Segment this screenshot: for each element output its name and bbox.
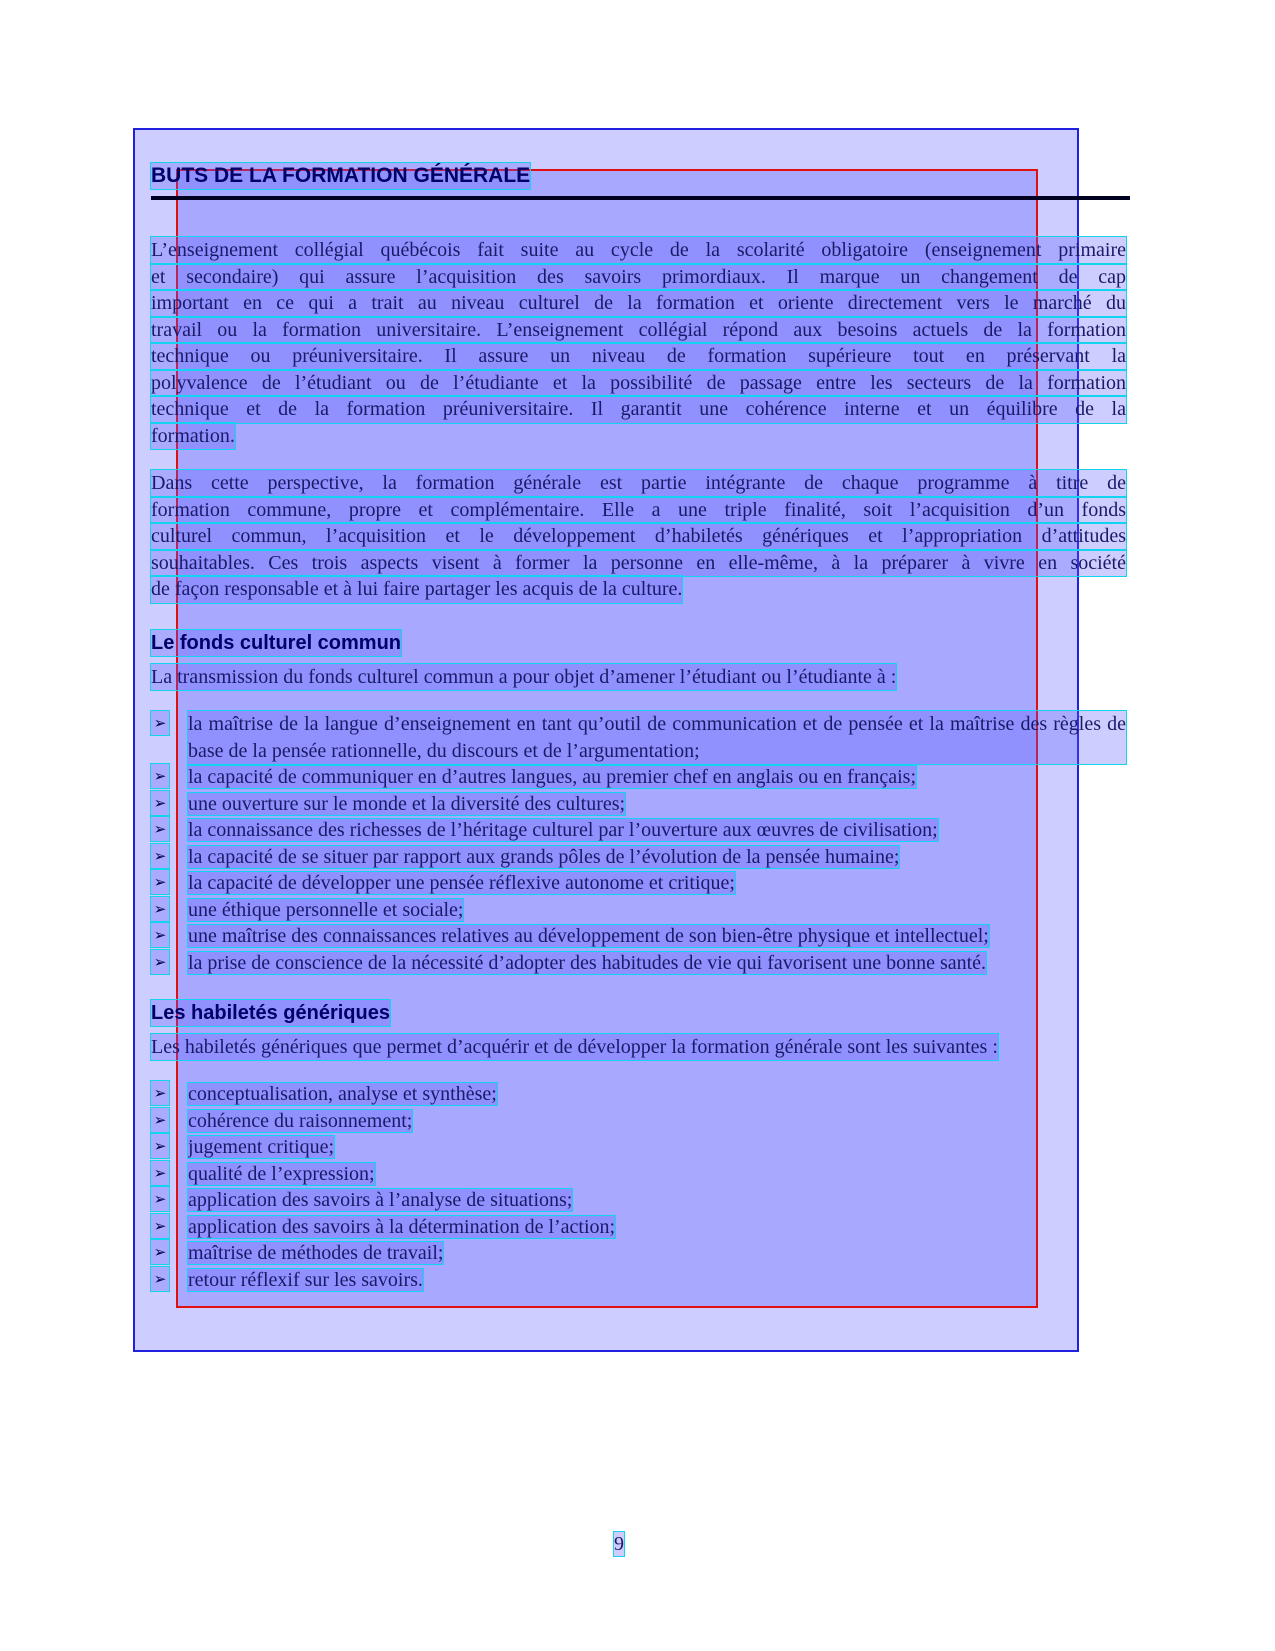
title-rule	[151, 196, 1130, 200]
paragraph-line: culturel commun, l’acquisition et le développement d’habiletés génériques et l’appropriation d’attitudes	[151, 523, 1126, 550]
list-item-text: retour réflexif sur les savoirs.	[188, 1268, 423, 1291]
arrowhead-bullet-icon: ➢	[151, 817, 169, 841]
list-item-text: qualité de l’expression;	[188, 1162, 375, 1185]
section-intro-habiletes: Les habiletés génériques que permet d’acquérir et de développer la formation générale sont les suivantes :	[151, 1036, 998, 1058]
list-item	[151, 1240, 1126, 1267]
arrowhead-bullet-icon: ➢	[151, 1081, 169, 1105]
paragraph-line: formation.	[151, 423, 235, 450]
arrowhead-bullet-icon: ➢	[151, 897, 169, 921]
page-number: 9	[614, 1533, 624, 1555]
paragraph-2	[151, 470, 1126, 603]
arrowhead-bullet-icon: ➢	[151, 1214, 169, 1238]
list-item-text: la capacité de se situer par rapport aux grands pôles de l’évolution de la pensée humaine;	[188, 845, 900, 868]
paragraph-line: souhaitables. Ces trois aspects visent à former la personne en elle-même, à la préparer à vivre en société	[151, 550, 1126, 577]
paragraph-1	[151, 237, 1126, 449]
page-title: BUTS DE LA FORMATION GÉNÉRALE	[151, 164, 531, 187]
section-heading-habiletes: Les habiletés génériques	[151, 1002, 390, 1024]
list-item	[151, 817, 1126, 844]
list-item-text: jugement critique;	[188, 1136, 335, 1158]
list-item-text: la maîtrise de la langue d’enseignement en tant qu’outil de communication et de pensée et la maîtrise des règles de base de la pensée rationnelle, du discours et de l’argumentation;	[188, 711, 1126, 764]
list-item	[151, 870, 1126, 897]
list-item	[151, 1134, 1126, 1161]
list-item-text: cohérence du raisonnement;	[188, 1109, 413, 1132]
list-item	[151, 1081, 1126, 1108]
arrowhead-bullet-icon: ➢	[151, 1187, 169, 1211]
list-item-text: la capacité de communiquer en d’autres langues, au premier chef en anglais ou en français;	[188, 766, 917, 788]
list-item-text: une maîtrise des connaissances relatives au développement de son bien-être physique et intellectuel;	[188, 925, 989, 947]
paragraph-line: de façon responsable et à lui faire partager les acquis de la culture.	[151, 576, 682, 603]
list-item-text: conceptualisation, analyse et synthèse;	[188, 1083, 497, 1105]
list-item-text: application des savoirs à l’analyse de situations;	[188, 1189, 573, 1211]
list-item	[151, 1161, 1126, 1188]
arrowhead-bullet-icon: ➢	[151, 1240, 169, 1264]
paragraph-line: polyvalence de l’étudiant ou de l’étudiante et la possibilité de passage entre les secteurs de la formation	[151, 370, 1126, 397]
list-item-text: une éthique personnelle et sociale;	[188, 898, 464, 921]
list-item-text: la prise de conscience de la nécessité d’adopter des habitudes de vie qui favorisent une bonne santé.	[188, 951, 987, 974]
list-item	[151, 844, 1126, 871]
paragraph-line: L’enseignement collégial québécois fait suite au cycle de la scolarité obligatoire (enseignement primaire	[151, 237, 1126, 264]
list-item	[151, 1267, 1126, 1294]
paragraph-line: technique et de la formation préuniversitaire. Il garantit une cohérence interne et un équilibre de la	[151, 396, 1126, 423]
paragraph-line: technique ou préuniversitaire. Il assure un niveau de formation supérieure tout en préservant la	[151, 343, 1126, 370]
arrowhead-bullet-icon: ➢	[151, 1267, 169, 1291]
section-heading-fonds-culturel: Le fonds culturel commun	[151, 632, 402, 654]
paragraph-line: Dans cette perspective, la formation générale est partie intégrante de chaque programme à titre de	[151, 470, 1126, 497]
arrowhead-bullet-icon: ➢	[151, 1161, 169, 1185]
list-item	[151, 1214, 1126, 1241]
list-item-text: la capacité de développer une pensée réflexive autonome et critique;	[188, 872, 735, 894]
paragraph-line: et secondaire) qui assure l’acquisition des savoirs primordiaux. Il marque un changement de cap	[151, 264, 1126, 291]
section-intro-fonds-culturel: La transmission du fonds culturel commun a pour objet d’amener l’étudiant ou l’étudiante à :	[151, 666, 897, 688]
list-item-text: une ouverture sur le monde et la diversité des cultures;	[188, 792, 626, 815]
list-item	[151, 1187, 1126, 1214]
paragraph-line: travail ou la formation universitaire. L’enseignement collégial répond aux besoins actuels de la formation	[151, 317, 1126, 344]
arrowhead-bullet-icon: ➢	[151, 1134, 169, 1158]
arrowhead-bullet-icon: ➢	[151, 764, 169, 788]
list-habiletes	[151, 1081, 1126, 1293]
list-item	[151, 897, 1126, 924]
list-item	[151, 923, 1126, 950]
arrowhead-bullet-icon: ➢	[151, 791, 169, 815]
arrowhead-bullet-icon: ➢	[151, 1108, 169, 1132]
arrowhead-bullet-icon: ➢	[151, 870, 169, 894]
paragraph-line: important en ce qui a trait au niveau culturel de la formation et oriente directement vers le marché du	[151, 290, 1126, 317]
arrowhead-bullet-icon: ➢	[151, 950, 169, 974]
list-item	[151, 791, 1126, 818]
list-item	[151, 711, 1126, 764]
arrowhead-bullet-icon: ➢	[151, 923, 169, 947]
list-item-text: maîtrise de méthodes de travail;	[188, 1242, 444, 1264]
list-item-text: la connaissance des richesses de l’héritage culturel par l’ouverture aux œuvres de civilisation;	[188, 819, 938, 841]
list-item	[151, 764, 1126, 791]
list-item	[151, 950, 1126, 977]
list-item	[151, 1108, 1126, 1135]
arrowhead-bullet-icon: ➢	[151, 711, 169, 735]
list-item-text: application des savoirs à la détermination de l’action;	[188, 1215, 616, 1238]
paragraph-line: formation commune, propre et complémentaire. Elle a une triple finalité, soit l’acquisition d’un fonds	[151, 497, 1126, 524]
list-fonds-culturel	[151, 711, 1126, 976]
arrowhead-bullet-icon: ➢	[151, 844, 169, 868]
